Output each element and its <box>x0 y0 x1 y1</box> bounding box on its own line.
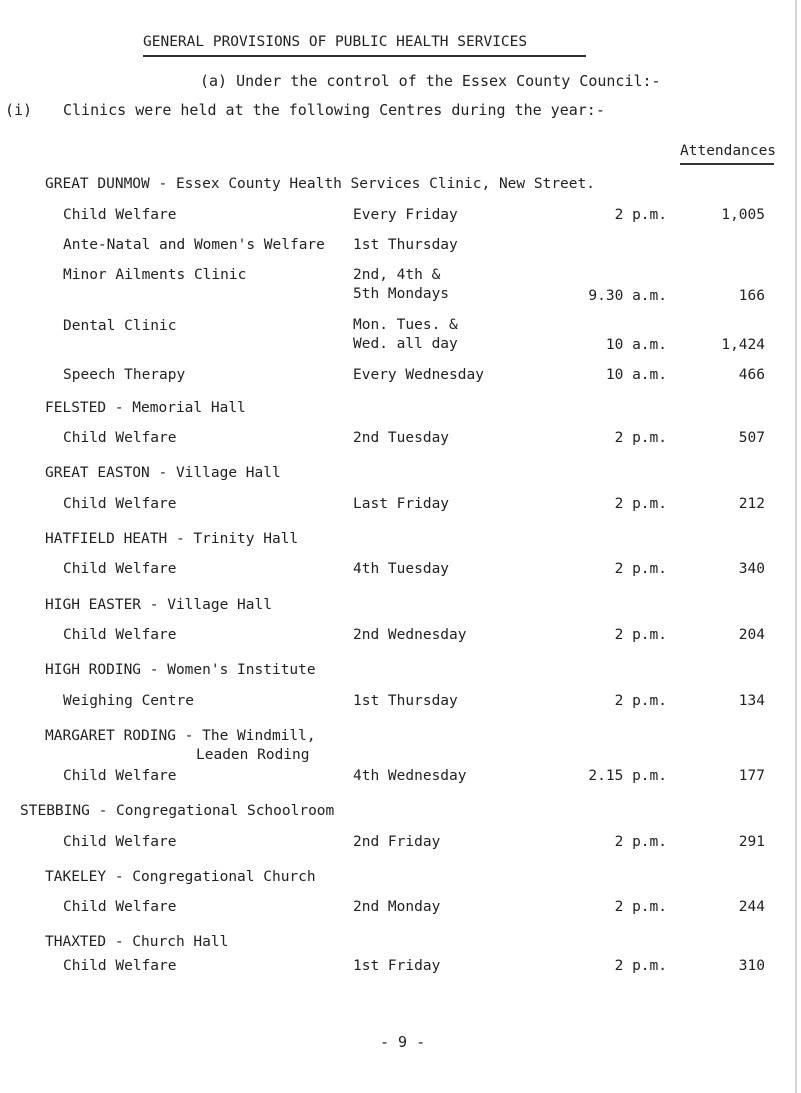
service-attendance: 466 <box>738 367 765 383</box>
centre-heading: THAXTED - Church Hall <box>45 934 229 950</box>
service-day: 1st Thursday <box>353 693 458 709</box>
service-day-line2: Wed. all day <box>353 336 458 352</box>
service-name: Child Welfare <box>63 768 177 784</box>
service-name: Child Welfare <box>63 627 177 643</box>
service-day: 2nd Friday <box>353 834 441 850</box>
centre-subheading: Leaden Roding <box>196 747 310 763</box>
section-a-heading: (a) Under the control of the Essex County Council:- <box>200 72 661 90</box>
service-name: Child Welfare <box>63 834 177 850</box>
service-day: Every Friday <box>353 207 458 223</box>
service-day: 2nd, 4th & <box>353 267 441 283</box>
centre-heading: HATFIELD HEATH - Trinity Hall <box>45 531 299 547</box>
centre-heading: GREAT DUNMOW - Essex County Health Services Clinic, New Street. <box>45 176 595 192</box>
service-time: 9.30 a.m. <box>588 288 667 304</box>
centre-heading: HIGH EASTER - Village Hall <box>45 597 272 613</box>
page-title: GENERAL PROVISIONS OF PUBLIC HEALTH SERVICES <box>143 34 528 50</box>
service-time: 2 p.m. <box>614 430 667 446</box>
service-time: 2 p.m. <box>614 496 667 512</box>
service-name: Child Welfare <box>63 561 177 577</box>
service-attendance: 291 <box>738 834 765 850</box>
service-day: 4th Wednesday <box>353 768 467 784</box>
centre-heading: MARGARET RODING - The Windmill, <box>45 728 316 744</box>
page-number: - 9 - <box>380 1033 426 1051</box>
service-attendance: 340 <box>738 561 765 577</box>
title-underline <box>143 55 586 57</box>
service-name: Weighing Centre <box>63 693 194 709</box>
service-name: Dental Clinic <box>63 318 177 334</box>
service-name: Speech Therapy <box>63 367 186 383</box>
service-attendance: 134 <box>738 693 765 709</box>
service-time: 10 a.m. <box>605 367 667 383</box>
service-attendance: 204 <box>738 627 765 643</box>
service-time: 2 p.m. <box>614 834 667 850</box>
service-attendance: 166 <box>738 288 765 304</box>
service-time: 2 p.m. <box>614 693 667 709</box>
centre-heading: GREAT EASTON - Village Hall <box>45 465 281 481</box>
service-attendance: 310 <box>738 958 765 974</box>
service-day: Every Wednesday <box>353 367 484 383</box>
attendances-underline <box>680 163 774 165</box>
service-time: 2 p.m. <box>614 899 667 915</box>
service-name: Minor Ailments Clinic <box>63 267 247 283</box>
service-day: 1st Friday <box>353 958 441 974</box>
service-time: 2 p.m. <box>614 627 667 643</box>
centre-heading: STEBBING - Congregational Schoolroom <box>20 803 335 819</box>
service-day: Last Friday <box>353 496 450 512</box>
centre-heading: FELSTED - Memorial Hall <box>45 400 246 416</box>
service-time: 2.15 p.m. <box>588 768 667 784</box>
service-name: Child Welfare <box>63 430 177 446</box>
service-name: Child Welfare <box>63 496 177 512</box>
service-time: 2 p.m. <box>614 561 667 577</box>
section-i-text: Clinics were held at the following Centres during the year:- <box>63 101 605 119</box>
section-i-number: (i) <box>5 101 33 119</box>
service-day: 2nd Wednesday <box>353 627 467 643</box>
service-time: 2 p.m. <box>614 958 667 974</box>
service-attendance: 244 <box>738 899 765 915</box>
centre-heading: TAKELEY - Congregational Church <box>45 869 316 885</box>
service-attendance: 1,424 <box>721 337 765 353</box>
service-day: 2nd Tuesday <box>353 430 450 446</box>
service-name: Child Welfare <box>63 958 177 974</box>
page-edge <box>795 0 797 1093</box>
service-name: Ante-Natal and Women's Welfare <box>63 237 325 253</box>
service-day: 4th Tuesday <box>353 561 450 577</box>
centre-heading: HIGH RODING - Women's Institute <box>45 662 316 678</box>
service-time: 2 p.m. <box>614 207 667 223</box>
service-attendance: 507 <box>738 430 765 446</box>
service-attendance: 177 <box>738 768 765 784</box>
service-day: 2nd Monday <box>353 899 441 915</box>
attendances-header: Attendances <box>680 143 777 159</box>
service-day: 1st Thursday <box>353 237 458 253</box>
service-day-line2: 5th Mondays <box>353 286 450 302</box>
service-name: Child Welfare <box>63 899 177 915</box>
service-attendance: 212 <box>738 496 765 512</box>
service-time: 10 a.m. <box>605 337 667 353</box>
service-day: Mon. Tues. & <box>353 317 458 333</box>
service-attendance: 1,005 <box>721 207 765 223</box>
service-name: Child Welfare <box>63 207 177 223</box>
